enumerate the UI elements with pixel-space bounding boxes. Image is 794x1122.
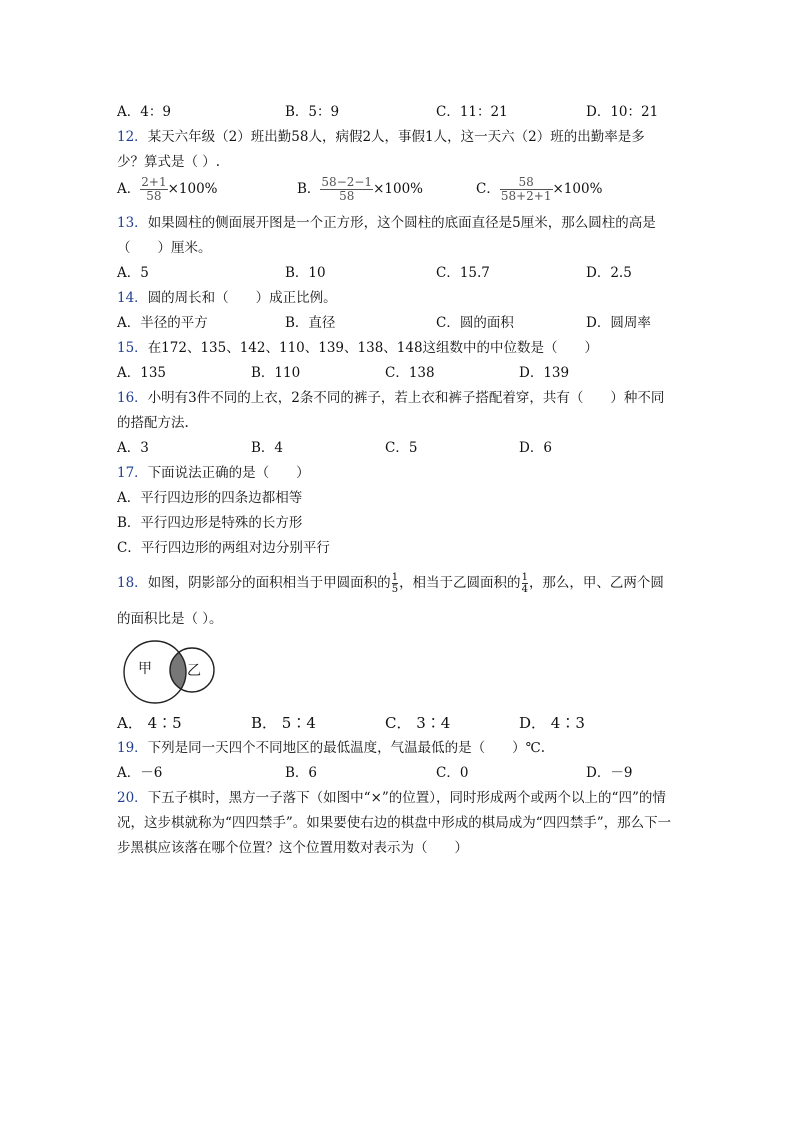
q12-option-b-denominator: 58 [339, 189, 355, 203]
venn-label-yi: 乙 [187, 663, 201, 679]
q12-option-a-label: A． [117, 181, 141, 197]
q18-stem [117, 570, 664, 596]
q15-stem [117, 339, 598, 357]
q13-text-line1: 如果圆柱的侧面展开图是一个正方形，这个圆柱的底面直径是5厘米，那么圆柱的高是 [147, 215, 656, 231]
q18-fraction-2-numerator: 1 [521, 572, 528, 583]
q16-text-line2: 的搭配方法. [117, 415, 189, 431]
q12-option-b-label: B． [297, 181, 321, 197]
venn-diagram [120, 638, 220, 708]
q12-option-b-tail: ×100% [373, 181, 423, 197]
q15-option-a: A．135 [117, 365, 167, 381]
q18-option-a: A． 4∶5 [117, 714, 182, 732]
q17-stem [117, 464, 310, 482]
q14-number: 14． [117, 290, 148, 306]
q20-stem [117, 789, 666, 807]
q11-option-a: A．4：9 [117, 104, 171, 120]
q17-option-a: A．平行四边形的四条边都相等 [117, 490, 303, 506]
q19-number: 19． [117, 740, 148, 756]
q15-number: 15． [117, 340, 148, 356]
q17-text: 下面说法正确的是（ ） [147, 465, 310, 481]
q12-option-c-numerator: 58 [500, 176, 553, 190]
q12-text-line2: 少？算式是（ ）. [117, 154, 221, 170]
q18-fraction-2 [522, 572, 528, 595]
q12-option-b-numerator: 58−2−1 [321, 175, 373, 189]
q18-text-b: ，相当于乙圆面积的 [399, 575, 521, 591]
q13-stem [117, 214, 656, 232]
q19-option-d: D．－9 [586, 765, 633, 781]
q20-number: 20． [117, 790, 148, 806]
q15-option-b: B．110 [251, 365, 301, 381]
q18-text-a: 如图，阴影部分的面积相当于甲圆面积的 [147, 575, 391, 591]
q14-stem [117, 289, 337, 307]
q14-text: 圆的周长和（ ）成正比例。 [147, 290, 337, 306]
q13-option-a: A．5 [117, 265, 149, 281]
q20-text-line2: 况，这步棋就称为“四四禁手”。如果要使右边的棋盘中形成的棋局成为“四四禁手”，那么下一 [117, 815, 672, 831]
q19-text: 下列是同一天四个不同地区的最低温度，气温最低的是（ ）℃. [147, 740, 546, 756]
q16-option-d: D．6 [519, 440, 552, 456]
q12-option-c-denominator: 58+2+1 [500, 189, 552, 203]
q16-stem [117, 389, 664, 407]
venn-label-jia: 甲 [138, 661, 152, 677]
q14-option-b: B．直径 [285, 315, 336, 331]
q12-option-c-tail: ×100% [552, 181, 603, 197]
q13-option-c: C．15.7 [436, 265, 490, 281]
q15-option-c: C．138 [385, 365, 435, 381]
q18-option-b: B． 5∶4 [251, 714, 316, 732]
q13-option-d: D．2.5 [586, 265, 632, 281]
q12-option-a-denominator: 58 [146, 189, 162, 203]
q13-option-b: B．10 [285, 265, 326, 281]
q13-text-line2: （ ）厘米。 [117, 240, 212, 256]
q16-text-line1: 小明有3件不同的上衣，2条不同的裤子，若上衣和裤子搭配着穿，共有（ ）种不同 [147, 390, 665, 406]
q18-text-line2: 的面积比是（ ）。 [117, 611, 223, 627]
q18-fraction-1-numerator: 1 [391, 572, 399, 583]
q11-option-d: D．10：21 [586, 104, 659, 120]
q13-number: 13． [117, 215, 148, 231]
q12-option-a-numerator: 2+1 [141, 175, 167, 189]
q20-text-line3: 步黑棋应该落在哪个位置？这个位置用数对表示为（ ） [117, 840, 468, 856]
q16-option-b: B．4 [251, 440, 284, 456]
q15-text: 在172、135、142、110、139、138、148这组数中的中位数是（ ） [147, 340, 599, 356]
q12-option-b-fraction [320, 176, 373, 203]
q15-option-d: D．139 [519, 365, 570, 381]
q16-option-c: C．5 [385, 440, 418, 456]
q12-text-line1: 某天六年级（2）班出勤58人，病假2人，事假1人，这一天六（2）班的出勤率是多 [147, 129, 645, 145]
q19-option-a: A．－6 [117, 765, 163, 781]
q12-option-a [117, 176, 218, 203]
q17-option-c: C．平行四边形的两组对边分别平行 [117, 540, 330, 556]
q12-option-c-label: C． [476, 181, 500, 197]
q18-option-c: C． 3∶4 [385, 714, 451, 732]
q14-option-a: A．半径的平方 [117, 315, 208, 331]
q19-stem [117, 739, 545, 757]
q20-text-line1: 下五子棋时，黑方一子落下（如图中“×”的位置），同时形成两个或两个以上的“四”的情 [147, 790, 666, 806]
q12-option-b [297, 176, 423, 203]
q18-fraction-1 [392, 572, 398, 595]
q18-text-c: ，那么，甲、乙两个圆 [528, 575, 664, 591]
q12-option-c [476, 176, 602, 203]
q19-option-b: B．6 [285, 765, 318, 781]
q11-option-b: B．5：9 [285, 104, 340, 120]
q17-option-b: B．平行四边形是特殊的长方形 [117, 515, 303, 531]
q16-option-a: A．3 [117, 440, 149, 456]
q12-stem [117, 128, 645, 146]
q14-option-c: C．圆的面积 [436, 315, 514, 331]
q18-option-d: D． 4∶3 [519, 714, 585, 732]
q12-option-a-tail: ×100% [167, 181, 218, 197]
q16-number: 16． [117, 390, 148, 406]
q11-option-c: C．11：21 [436, 104, 508, 120]
q12-number: 12． [117, 129, 148, 145]
q17-number: 17． [117, 465, 148, 481]
q19-option-c: C．0 [436, 765, 469, 781]
q18-fraction-1-denominator: 5 [391, 584, 399, 595]
q12-option-c-fraction [500, 176, 553, 203]
q18-number: 18． [117, 575, 148, 591]
q18-fraction-2-denominator: 4 [521, 584, 528, 595]
q14-option-d: D．圆周率 [586, 315, 651, 331]
q12-option-a-fraction [140, 176, 167, 203]
